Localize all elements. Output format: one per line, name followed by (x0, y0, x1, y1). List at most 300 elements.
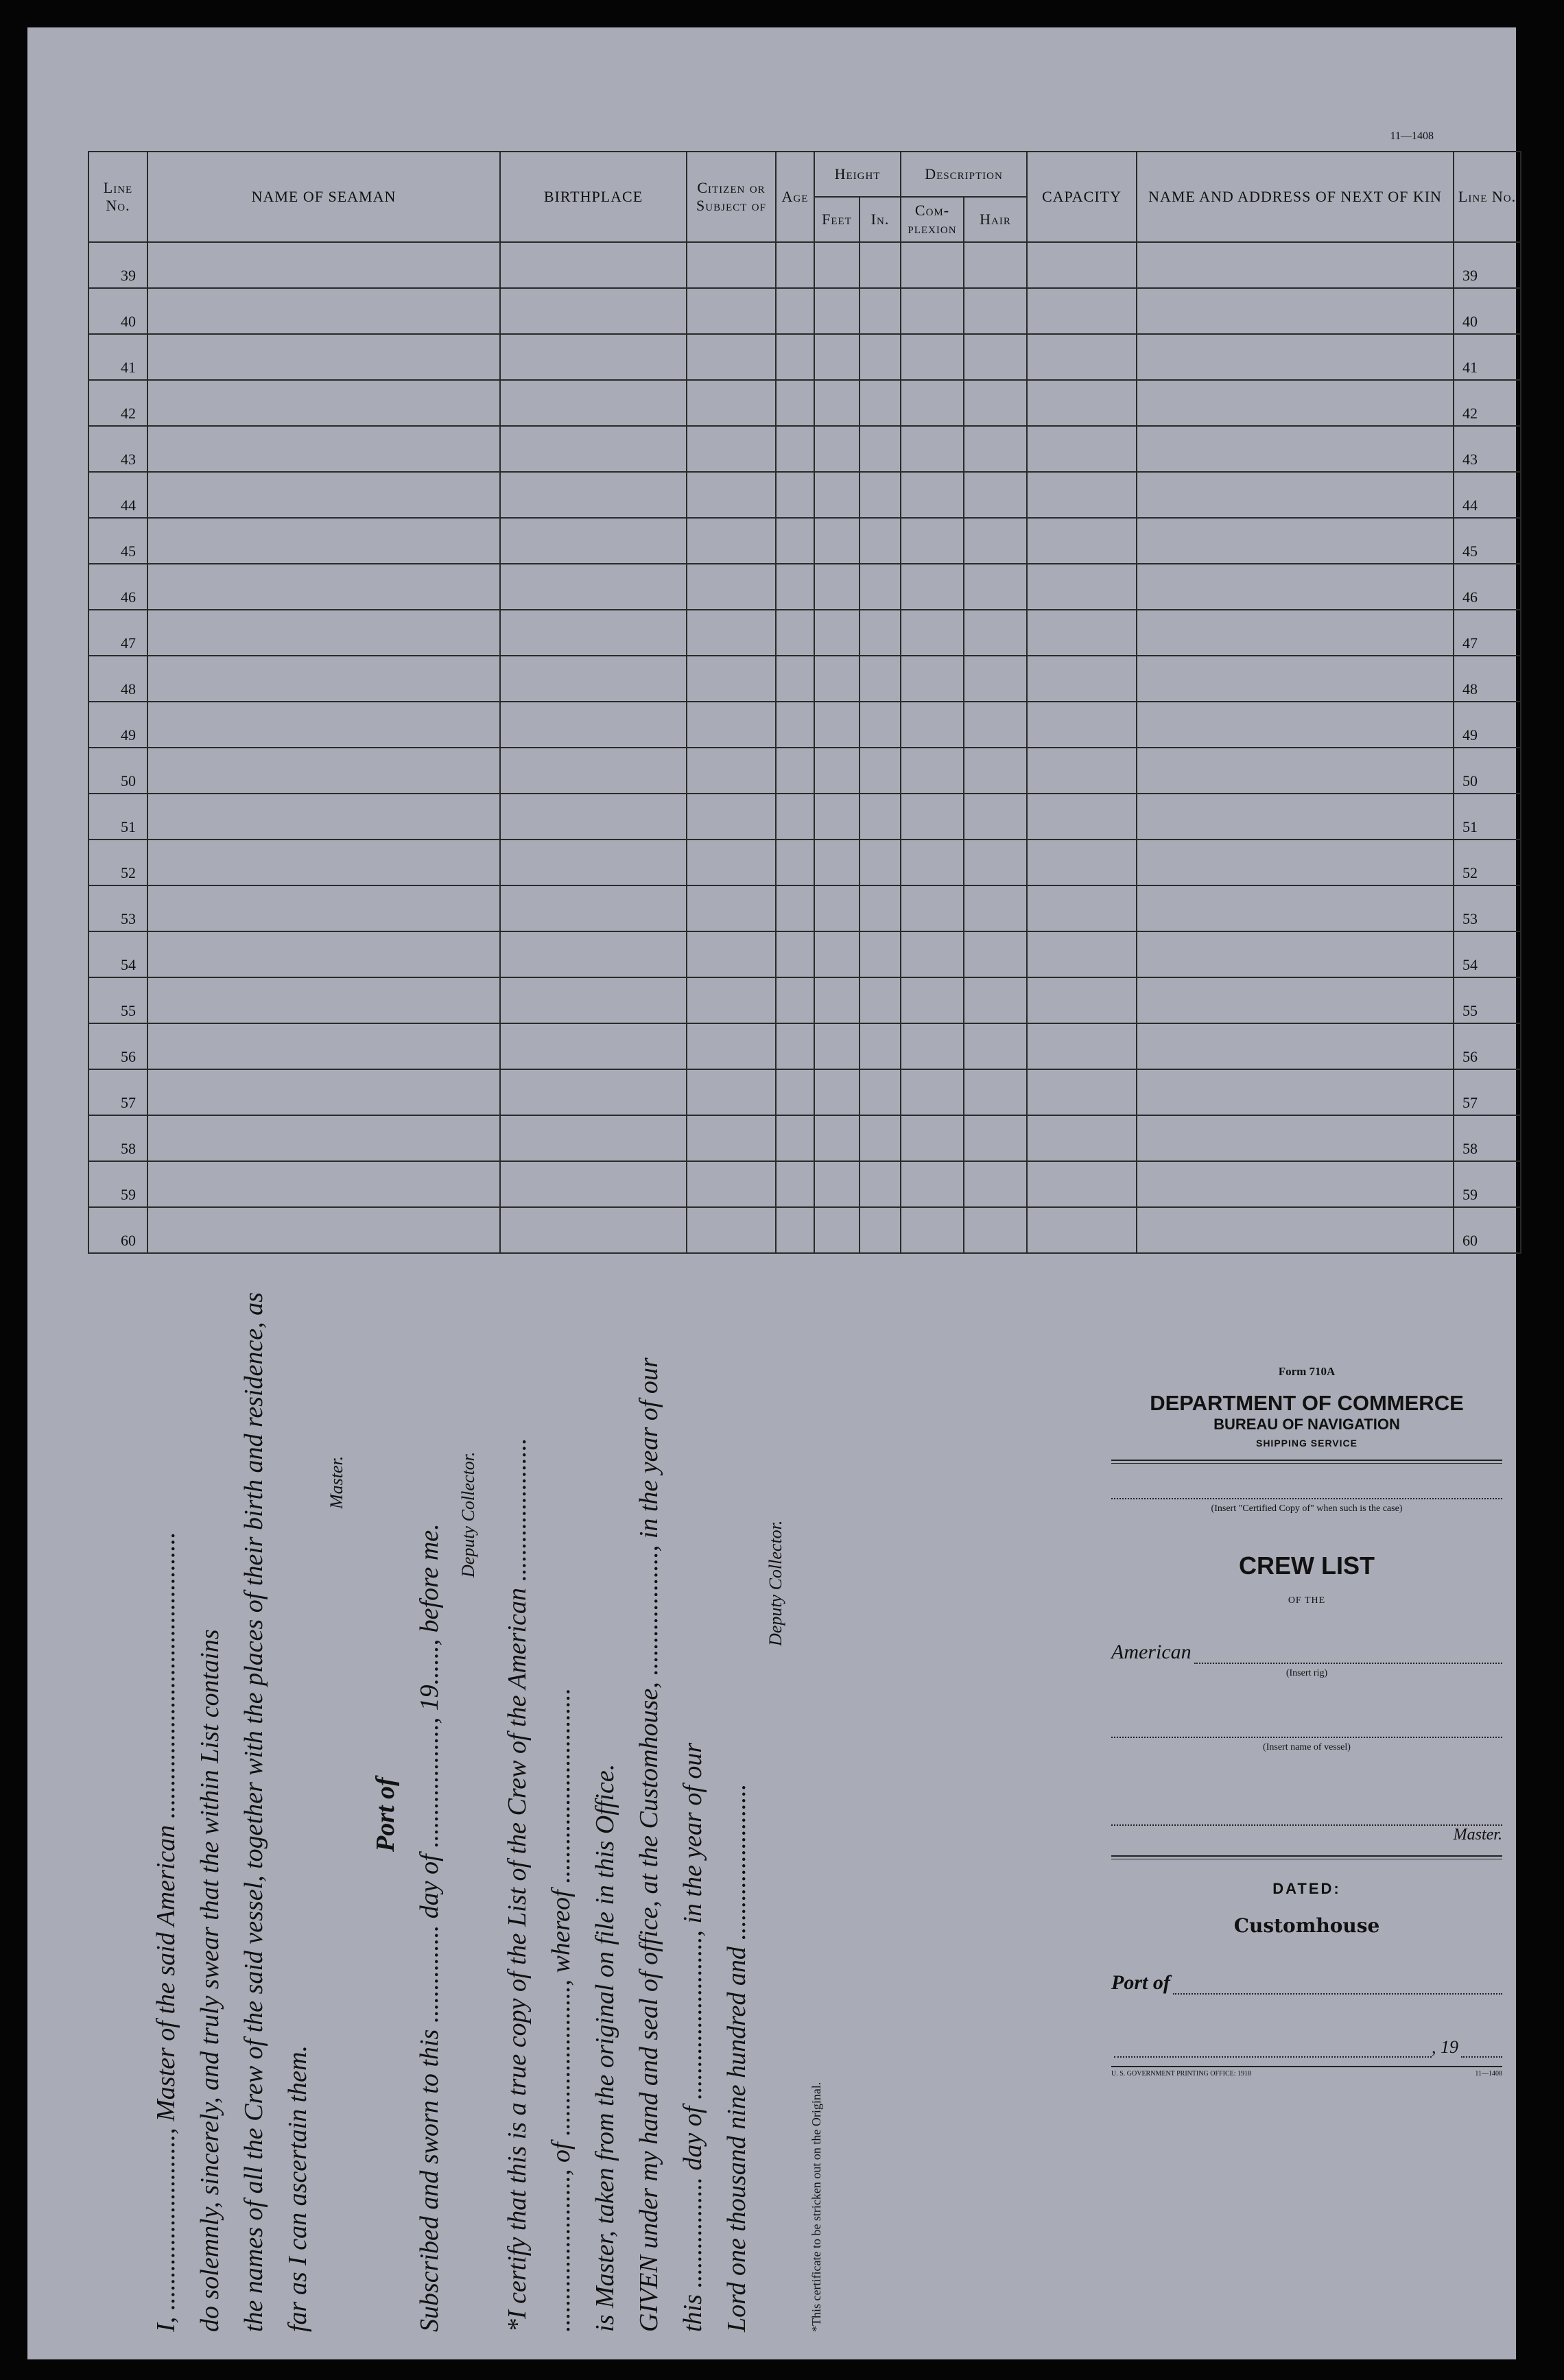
table-cell (687, 748, 776, 794)
table-cell (500, 1207, 687, 1253)
port-of-label: Port of (1111, 1971, 1170, 1994)
line-number-right: 48 (1454, 656, 1521, 702)
table-cell (147, 977, 500, 1023)
oath-line-1: I, ..........................., Master of the said American ............................................ (152, 1532, 180, 2332)
table-cell (901, 610, 964, 656)
line-number-right: 42 (1454, 380, 1521, 426)
line-number-right: 59 (1454, 1161, 1521, 1207)
line-number: 39 (88, 242, 147, 288)
certificate-line-2: ........................, of ......................., whereof .............................. (547, 1687, 576, 2332)
table-cell (814, 702, 860, 748)
line-number-right: 39 (1454, 242, 1521, 288)
table-cell (814, 426, 860, 472)
line-number-right: 41 (1454, 334, 1521, 380)
table-cell (814, 1023, 860, 1069)
table-cell (776, 1207, 814, 1253)
table-cell (776, 748, 814, 794)
table-cell (1027, 702, 1137, 748)
table-cell (500, 1023, 687, 1069)
table-cell (147, 242, 500, 288)
form-number: Form 710A (1278, 1365, 1336, 1378)
table-cell (1137, 1069, 1454, 1115)
table-row (88, 380, 1521, 426)
table-cell (1027, 748, 1137, 794)
table-cell (500, 380, 687, 426)
certified-copy-hint: (Insert "Certified Copy of" when such is the case) (1211, 1503, 1403, 1514)
table-cell (776, 334, 814, 380)
crew-table-body (88, 242, 1521, 1253)
table-cell (687, 242, 776, 288)
line-number-right: 45 (1454, 518, 1521, 564)
rig-fill (1194, 1642, 1502, 1664)
table-row (88, 288, 1521, 334)
table-cell (964, 656, 1027, 702)
table-cell (1137, 977, 1454, 1023)
table-cell (687, 610, 776, 656)
header-name-of-seaman: NAME OF SEAMAN (147, 152, 500, 242)
table-row (88, 472, 1521, 518)
table-cell (964, 1161, 1027, 1207)
table-cell (500, 656, 687, 702)
table-cell (1027, 1023, 1137, 1069)
table-cell (814, 1161, 860, 1207)
american-label: American (1111, 1641, 1192, 1663)
header-line-no-right: Line No. (1454, 152, 1521, 242)
crew-table (88, 151, 1521, 1254)
table-cell (901, 242, 964, 288)
table-cell (1137, 931, 1454, 977)
table-cell (147, 1161, 500, 1207)
line-number: 45 (88, 518, 147, 564)
header-hair: Hair (964, 197, 1027, 242)
line-number-right: 54 (1454, 931, 1521, 977)
table-cell (147, 1115, 500, 1161)
table-cell (776, 380, 814, 426)
table-cell (860, 702, 901, 748)
table-cell (860, 610, 901, 656)
table-cell (147, 380, 500, 426)
table-cell (1027, 1207, 1137, 1253)
port-of-field (1111, 1971, 1502, 1995)
table-row (88, 610, 1521, 656)
table-row (88, 1023, 1521, 1069)
table-cell (1027, 656, 1137, 702)
table-cell (1137, 656, 1454, 702)
line-number-right: 44 (1454, 472, 1521, 518)
table-cell (500, 1069, 687, 1115)
table-cell (776, 794, 814, 840)
master-name-field (1111, 1801, 1502, 1826)
port-of-fill (1173, 1973, 1502, 1995)
table-row (88, 1115, 1521, 1161)
table-cell (687, 518, 776, 564)
table-cell (776, 977, 814, 1023)
line-number: 44 (88, 472, 147, 518)
table-cell (1027, 610, 1137, 656)
year-fill (1461, 2036, 1502, 2058)
table-row (88, 794, 1521, 840)
oath-deputy-collector-1: Deputy Collector. (458, 1451, 478, 1578)
line-number: 49 (88, 702, 147, 748)
table-cell (901, 977, 964, 1023)
header-inches: In. (860, 197, 901, 242)
table-cell (500, 977, 687, 1023)
table-cell (687, 1069, 776, 1115)
line-number-right: 55 (1454, 977, 1521, 1023)
date-fill (1114, 2036, 1432, 2058)
table-cell (860, 288, 901, 334)
header-citizen: Citizen or Subject of (687, 152, 776, 242)
table-cell (687, 426, 776, 472)
table-cell (901, 748, 964, 794)
table-cell (500, 748, 687, 794)
table-cell (860, 518, 901, 564)
table-row (88, 1069, 1521, 1115)
certificate-deputy-collector-2: Deputy Collector. (766, 1520, 785, 1646)
table-cell (964, 1069, 1027, 1115)
table-cell (1137, 885, 1454, 931)
line-number-right: 58 (1454, 1115, 1521, 1161)
oath-line-2: do solemnly, sincerely, and truly swear that the within List contains (196, 1629, 224, 2332)
table-cell (1137, 702, 1454, 748)
table-cell (147, 1207, 500, 1253)
table-cell (500, 1161, 687, 1207)
table-cell (814, 656, 860, 702)
table-cell (687, 885, 776, 931)
table-cell (964, 1115, 1027, 1161)
table-cell (687, 977, 776, 1023)
table-cell (964, 610, 1027, 656)
line-number: 48 (88, 656, 147, 702)
table-cell (901, 334, 964, 380)
line-number-right: 47 (1454, 610, 1521, 656)
table-cell (687, 1023, 776, 1069)
line-number-right: 46 (1454, 564, 1521, 610)
line-number: 53 (88, 885, 147, 931)
table-cell (687, 656, 776, 702)
table-cell (860, 380, 901, 426)
certificate-line-5: this ................. day of ........................., in the year of our (678, 1742, 707, 2332)
table-cell (687, 380, 776, 426)
table-cell (964, 702, 1027, 748)
table-cell (860, 1161, 901, 1207)
table-cell (687, 472, 776, 518)
line-number-right: 53 (1454, 885, 1521, 931)
table-cell (147, 1069, 500, 1115)
table-cell (814, 1115, 860, 1161)
header-height: Height (814, 152, 901, 197)
line-number: 50 (88, 748, 147, 794)
table-cell (814, 1069, 860, 1115)
header-age: Age (776, 152, 814, 242)
line-number: 54 (88, 931, 147, 977)
table-cell (901, 426, 964, 472)
table-cell (860, 1069, 901, 1115)
oath-line-4: far as I can ascertain them. (283, 2045, 312, 2332)
table-cell (814, 840, 860, 885)
certificate-line-1: *I certify that this is a true copy of the List of the Crew of the American ...................... (503, 1438, 532, 2332)
table-cell (860, 1207, 901, 1253)
table-cell (964, 931, 1027, 977)
table-cell (901, 1161, 964, 1207)
table-cell (860, 426, 901, 472)
table-cell (964, 748, 1027, 794)
line-number: 43 (88, 426, 147, 472)
line-number: 55 (88, 977, 147, 1023)
table-cell (860, 242, 901, 288)
table-cell (964, 1207, 1027, 1253)
table-cell (687, 840, 776, 885)
table-cell (1137, 472, 1454, 518)
table-cell (1027, 1161, 1137, 1207)
table-cell (776, 1161, 814, 1207)
certificate-footnote: *This certificate to be stricken out on the Original. (809, 2082, 823, 2332)
table-cell (500, 518, 687, 564)
line-number: 51 (88, 794, 147, 840)
table-cell (1137, 334, 1454, 380)
table-cell (901, 1115, 964, 1161)
table-cell (901, 656, 964, 702)
bureau-title: BUREAU OF NAVIGATION (1213, 1416, 1400, 1433)
table-cell (964, 380, 1027, 426)
table-cell (1137, 1161, 1454, 1207)
table-cell (901, 472, 964, 518)
table-cell (964, 242, 1027, 288)
table-cell (776, 1115, 814, 1161)
table-cell (147, 885, 500, 931)
table-cell (776, 702, 814, 748)
table-cell (776, 1023, 814, 1069)
table-cell (1137, 288, 1454, 334)
table-cell (776, 1069, 814, 1115)
table-cell (500, 564, 687, 610)
table-row (88, 242, 1521, 288)
oath-master-signature: Master. (327, 1455, 346, 1509)
table-cell (776, 518, 814, 564)
header-complexion: Com-plexion (901, 197, 964, 242)
line-number-right: 51 (1454, 794, 1521, 840)
table-cell (901, 1069, 964, 1115)
table-cell (1027, 840, 1137, 885)
table-cell (500, 610, 687, 656)
table-cell (860, 748, 901, 794)
table-row (88, 518, 1521, 564)
table-cell (860, 564, 901, 610)
table-cell (1027, 426, 1137, 472)
table-cell (147, 656, 500, 702)
table-cell (776, 840, 814, 885)
table-cell (901, 931, 964, 977)
table-cell (500, 1115, 687, 1161)
oath-line-3: the names of all the Crew of the said vessel, together with the places of their birth and residence, as (239, 1292, 268, 2332)
table-cell (1027, 977, 1137, 1023)
table-cell (1137, 1115, 1454, 1161)
table-cell (1137, 242, 1454, 288)
table-cell (814, 564, 860, 610)
cover-panel (1111, 1365, 1502, 2078)
line-number-right: 49 (1454, 702, 1521, 748)
table-cell (964, 794, 1027, 840)
line-number: 52 (88, 840, 147, 885)
header-birthplace: BIRTHPLACE (500, 152, 687, 242)
table-row (88, 1161, 1521, 1207)
table-cell (964, 518, 1027, 564)
certificate-line-3: is Master, taken from the original on file in this Office. (591, 1763, 619, 2332)
table-cell (901, 518, 964, 564)
table-cell (687, 794, 776, 840)
printer-line (1111, 2066, 1502, 2078)
line-number: 58 (88, 1115, 147, 1161)
table-cell (500, 334, 687, 380)
crew-list-title: CREW LIST (1239, 1551, 1375, 1580)
table-cell (147, 840, 500, 885)
header-next-of-kin: NAME AND ADDRESS OF NEXT OF KIN (1137, 152, 1454, 242)
table-cell (901, 885, 964, 931)
table-cell (860, 1115, 901, 1161)
year-label: , 19 (1432, 2037, 1458, 2057)
table-cell (687, 931, 776, 977)
header-line-no: Line No. (88, 152, 147, 242)
table-cell (500, 472, 687, 518)
table-cell (500, 702, 687, 748)
table-row (88, 840, 1521, 885)
table-cell (776, 564, 814, 610)
table-cell (1137, 1207, 1454, 1253)
table-row (88, 426, 1521, 472)
crew-list-sheet (27, 27, 1516, 2359)
table-cell (776, 472, 814, 518)
line-number-right: 50 (1454, 748, 1521, 794)
table-cell (964, 840, 1027, 885)
oath-port-of: Port of (371, 1777, 400, 1852)
line-number: 56 (88, 1023, 147, 1069)
divider-2 (1111, 1855, 1502, 1859)
table-cell (147, 610, 500, 656)
header-feet: Feet (814, 197, 860, 242)
table-cell (901, 794, 964, 840)
table-cell (147, 794, 500, 840)
certified-copy-field (1111, 1475, 1502, 1499)
table-cell (1027, 931, 1137, 977)
table-cell (860, 840, 901, 885)
department-title: DEPARTMENT OF COMMERCE (1150, 1391, 1464, 1415)
table-cell (1137, 610, 1454, 656)
table-cell (687, 702, 776, 748)
table-cell (814, 794, 860, 840)
table-cell (901, 840, 964, 885)
table-cell (500, 426, 687, 472)
line-number: 47 (88, 610, 147, 656)
table-row (88, 702, 1521, 748)
vessel-name-hint: (Insert name of vessel) (1263, 1742, 1351, 1752)
line-number-right: 57 (1454, 1069, 1521, 1115)
table-cell (147, 288, 500, 334)
table-row (88, 931, 1521, 977)
table-cell (1027, 242, 1137, 288)
table-cell (901, 1023, 964, 1069)
table-cell (687, 334, 776, 380)
table-cell (776, 656, 814, 702)
table-cell (860, 1023, 901, 1069)
table-cell (814, 242, 860, 288)
certificate-line-6: Lord one thousand nine hundred and ........................ (722, 1783, 751, 2332)
line-number-right: 56 (1454, 1023, 1521, 1069)
line-number-right: 52 (1454, 840, 1521, 885)
table-cell (964, 564, 1027, 610)
line-number: 57 (88, 1069, 147, 1115)
table-cell (860, 977, 901, 1023)
oath-subscribed: Subscribed and sworn to this ............... day of ..................., 19......, before me. (415, 1523, 444, 2332)
form-code-bottom: 11—1408 (1475, 2070, 1502, 2078)
table-cell (776, 885, 814, 931)
table-cell (860, 334, 901, 380)
table-cell (1137, 748, 1454, 794)
table-cell (500, 885, 687, 931)
date-field (1111, 2036, 1502, 2058)
table-cell (814, 748, 860, 794)
table-cell (687, 1161, 776, 1207)
table-cell (1027, 794, 1137, 840)
printer-imprint: U. S. GOVERNMENT PRINTING OFFICE: 1918 (1111, 2070, 1251, 2078)
line-number: 46 (88, 564, 147, 610)
table-cell (687, 288, 776, 334)
table-cell (147, 334, 500, 380)
table-cell (1137, 1023, 1454, 1069)
table-row (88, 334, 1521, 380)
header-capacity: CAPACITY (1027, 152, 1137, 242)
table-row (88, 1207, 1521, 1253)
table-row (88, 977, 1521, 1023)
table-cell (964, 1023, 1027, 1069)
table-cell (687, 1115, 776, 1161)
table-cell (500, 288, 687, 334)
table-cell (860, 472, 901, 518)
table-cell (147, 426, 500, 472)
table-cell (964, 334, 1027, 380)
table-cell (1027, 380, 1137, 426)
vessel-name-field (1111, 1713, 1502, 1738)
table-cell (776, 931, 814, 977)
line-number-right: 60 (1454, 1207, 1521, 1253)
table-cell (776, 288, 814, 334)
table-cell (500, 840, 687, 885)
table-row (88, 564, 1521, 610)
master-label: Master. (1453, 1826, 1502, 1844)
table-cell (814, 977, 860, 1023)
of-the-label: OF THE (1288, 1595, 1326, 1606)
table-cell (860, 885, 901, 931)
customhouse-label: Customhouse (1233, 1914, 1380, 1937)
table-cell (1137, 426, 1454, 472)
oath-and-certificate (151, 1289, 853, 2332)
table-cell (687, 564, 776, 610)
dated-label: DATED: (1272, 1880, 1341, 1897)
form-code-top: 11—1408 (1390, 130, 1434, 142)
table-cell (964, 885, 1027, 931)
table-cell (860, 931, 901, 977)
table-cell (147, 472, 500, 518)
table-cell (147, 748, 500, 794)
table-cell (776, 426, 814, 472)
table-cell (1027, 518, 1137, 564)
table-cell (901, 1207, 964, 1253)
service-title: SHIPPING SERVICE (1255, 1438, 1358, 1449)
table-cell (964, 977, 1027, 1023)
table-cell (1137, 564, 1454, 610)
table-cell (901, 564, 964, 610)
table-cell (776, 242, 814, 288)
divider (1111, 1460, 1502, 1464)
